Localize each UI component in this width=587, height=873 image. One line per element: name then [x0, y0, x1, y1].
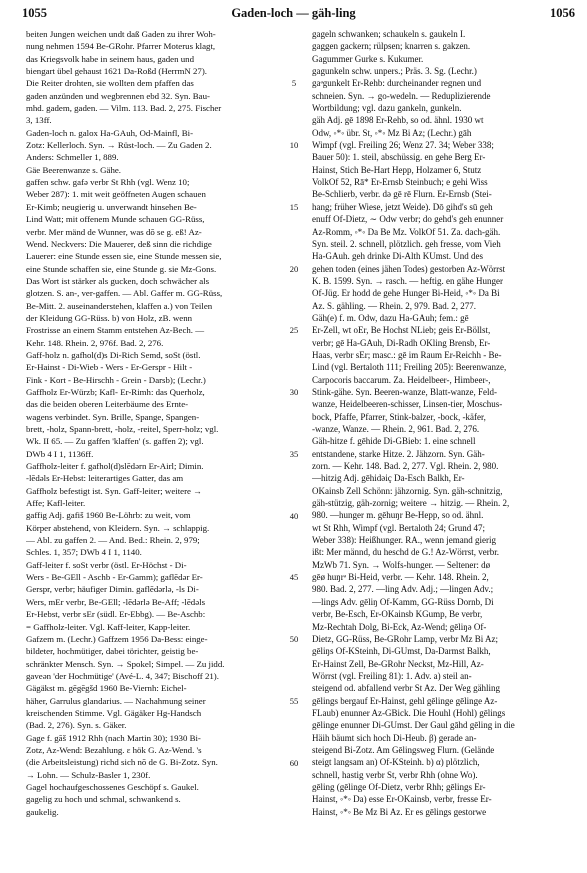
left-column-line: Gage f. gāš 1912 Rhh (nach Martin 30); 1930 Bi-: [26, 732, 201, 743]
line-marker: 35: [289, 448, 299, 459]
left-column-line: eine Stunde schaffen sie, eine Stunde g. sie Mz-Gons.: [26, 263, 217, 274]
right-column-line: wanze, Heidelbeeren-schisser, Linsen-tier, Moschus-: [312, 399, 503, 410]
left-column-line: gaukelig.: [26, 806, 59, 817]
left-column-line: gaveən 'der Hochmütige' (Avé-L. 4, 347; Bischoff 21).: [26, 670, 219, 681]
left-column-line: Frostrisse an einem Stamm entstehen Az-Bech. —: [26, 325, 205, 336]
right-column-line: Hainst, Stich Be-Hart Hepp, Holzamer 6, Stutz: [312, 164, 482, 175]
left-column-line: Wk. II 65. — Zu gaffen 'klaffen' (s. gaffen 2); vgl.: [26, 436, 204, 447]
right-column-line: Az. S. gähling. — Rhein. 2, 979. Bad. 2, 277.: [312, 300, 476, 311]
left-column-line: wagens verbindet. Syn. Brille, Spange, Spangen-: [26, 411, 200, 422]
left-column-line: beiten Jungen weichen undt daß Gaden zu ihrer Woh-: [26, 29, 216, 39]
right-column-line: steigend Bi-Zotz. Am Gēlingsweg Flurn. (Gelände: [312, 744, 495, 755]
left-column-line: kreischenden Stimme. Vgl. Gägäker Hg-Handsch: [26, 707, 202, 718]
right-column-line: wt St Rhh, Wimpf (vgl. Bertaloth 24; Grund 47;: [312, 522, 485, 533]
right-column-line: Hainst, ◦*◦ Be Mz Bi Az. Er es gēlings gestorwe: [312, 806, 487, 817]
line-marker: 25: [289, 325, 299, 336]
left-column-line: Körper abstehend, von Kleidern. Syn. → schlappig.: [26, 522, 210, 533]
left-column-line: Schles. 1, 357; DWb 4 I 1, 1140.: [26, 547, 142, 558]
left-column-line: Weber 287): 1. mit weit geöffneten Augen schauen: [26, 189, 206, 200]
right-column-line: Gäh-hitze f. gēhide Di-GBieb: 1. eine schnell: [312, 436, 476, 447]
left-column-line: Er-Hebst, verbr sEr (südl. Er-Ebbg). — Be-Aschb:: [26, 609, 206, 620]
left-column-line: Gaffholz befestigt ist. Syn. Gaff-leiter; weitere →: [26, 485, 203, 496]
right-column-line: Syn. steil. 2. schnell, plötzlich. geh fresse, vom Vieh: [312, 238, 501, 249]
page-number-left: 1055: [22, 6, 47, 20]
right-column-line: gaggen gackern; rülpsen; knarren s. gakzen.: [312, 41, 471, 52]
right-column-line: gehen toden (eines jähen Todes) gestorben Az-Wörrst: [312, 263, 506, 274]
right-column-line: Gagummer Gurke s. Kukumer.: [312, 53, 424, 64]
right-column-line: Wimpf (vgl. Freiling 26; Wenz 27. 34; Weber 338;: [312, 140, 494, 151]
right-column-line: Of-Jüg. Er hodd de gehe Hunger Bi-Heid, ◦*◦ Da Bi: [312, 288, 500, 299]
right-column-line: Er-Zell, wt oEr, Be Hochst NLieb; geis Er-Böllst,: [312, 325, 491, 336]
running-head-title: Gaden-loch — gäh-ling: [231, 6, 356, 20]
page-number-right: 1056: [550, 6, 575, 20]
left-column-line: Gagel hochaufgeschossenes Geschöpf s. Gaukel.: [26, 781, 199, 792]
right-column-line: Gäh(e) f. m. Odw, dazu Ha-GAuh; fem.: gē: [312, 312, 469, 323]
right-column-line: Stink-gähe. Syn. Beeren-wanze, Blatt-wanze, Feld-: [312, 386, 497, 397]
left-column-line: Zotz: Kellerloch. Syn. → Rüst-loch. — Zu Gaden 2.: [26, 140, 212, 151]
left-column-line: das Kriegsvolk habe in seinem haus, gaden und: [26, 53, 194, 64]
right-column-line: Carpocoris baccarum. Za. Heidelbeer-, Himbeer-,: [312, 374, 491, 385]
right-column-line: gēliŋs Of-KSteinh, Di-GUmst, Da-Darmst Balkh,: [312, 646, 491, 657]
left-column-line: Er-Hainst - Di-Wieb - Wers - Er-Gerspr - Hilt -: [26, 362, 193, 373]
right-column-line: gagunkeln schw. unpers.; Präs. 3. Sg. (Lechr.): [312, 66, 477, 77]
right-column-line: schneien. Syn. → go-wedeln. — Reduplizierende: [312, 90, 491, 101]
left-column-line: Das Wort ist stärker als gucken, doch schwächer als: [26, 275, 210, 286]
left-column-line: Wend. Neckvers: Die Mauerer, deß sinn die richdige: [26, 238, 212, 249]
right-column-line: steigt langsam an) Of-KSteinh. b) α) plötzlich,: [312, 757, 480, 768]
right-column-line: Häih bäumt sich hoch Di-Heub. β) gerade an-: [312, 732, 477, 743]
right-column-line: Wortbildung; vgl. dazu gankeln, gunkeln.: [312, 103, 462, 114]
right-column-line: 980. —hunger m. gēhuŋr Be-Hepp, so od. ähnl.: [312, 510, 484, 521]
right-column-line: Be-Schlierb, verbr. də gē rē Flurn. Er-Ernsb (Stei-: [312, 189, 492, 200]
left-column-line: -lēdəls Er-Hebst: leiterartiges Gatter, das am: [26, 473, 184, 484]
left-column-line: Gaffholz-leiter f. gafhol(d)slēdərn Er-Airl; Dimin.: [26, 461, 204, 472]
right-column-line: verbr; gē Ha-GAuh, Di-Radh OKling Brensb, Er-: [312, 337, 491, 348]
left-column-line: Er-Kimb; neugierig u. unverwandt hinsehen Be-: [26, 201, 197, 212]
right-column-line: gageln schwanken; schaukeln s. gaukeln I.: [312, 29, 466, 39]
right-column-line: K. B. 1599. Syn. → rasch. — heftig. en gähe Hunger: [312, 275, 503, 286]
left-column-line: (die Arbeitsleistung) richd sich nō de G. Bi-Zotz. Syn.: [26, 757, 218, 768]
line-marker: 5: [291, 78, 297, 89]
left-column-line: gagelig zu hoch und schmal, schwankend s.: [26, 794, 181, 805]
right-column-line: Bauer 50): 1. steil, abschüssig. en gehe Berg Er-: [312, 152, 486, 163]
left-column-line: bildeter, hochmütiger, dabei törichter, geistig be-: [26, 646, 199, 657]
left-column-line: (Bad. 2, 276). Syn. s. Gäker.: [26, 720, 127, 731]
left-column-line: Wers - Be-GEll - Aschb - Er-Gamm); gaflēdər Er-: [26, 572, 203, 583]
right-column-line: hang; früher Wiese, jetzt Weide). Dō gihd's sū geh: [312, 201, 493, 212]
right-column-line: 980. Bad. 2, 277. —ling Adv. Adj.; —lingen Adv.;: [312, 584, 494, 595]
line-marker: 10: [289, 140, 299, 151]
left-column-line: 3, 13ff.: [26, 115, 52, 126]
left-column-line: gaffig Adj. gafiš 1960 Be-Löhrb: zu weit, vom: [26, 510, 191, 521]
right-column-line: Lind (vgl. Bertaloth 111; Freiling 205): Beerenwanze,: [312, 362, 507, 373]
line-marker: 30: [289, 387, 299, 398]
left-column-line: Gägäkst m. gēgēgšd 1960 Be-Viernh: Eichel-: [26, 683, 187, 694]
right-column-line: gäh-stützig, gäh-zornig; weitere → hitzig. — Rhein. 2,: [312, 498, 510, 509]
right-column-line: bock, Pfaffe, Pfarrer, Stink-balzer, -bock, -käfer,: [312, 411, 486, 422]
left-column-line: Lind Watt; mit offenem Munde schauen GG-Rüss,: [26, 214, 205, 225]
right-column-line: enuff Of-Dietz, ∼ Odw verbr; do gehd's geh enunner: [312, 214, 504, 225]
right-column-line: gēø huŋrᵊ Bi-Heid, verbr. — Kehr. 148. Rhein. 2,: [312, 572, 489, 583]
right-column-line: Wörrst (vgl. Freiling 81): 1. Adv. a) steil an-: [312, 670, 472, 681]
line-marker: 50: [289, 634, 299, 645]
left-column-line: der Kleidung GG-Rüss. b) von Holz, zB. wenn: [26, 312, 193, 323]
right-column-line: entstandene, starke Hitze. 2. Jähzorn. Syn. Gäh-: [312, 448, 485, 459]
right-column-line: Haas, verbr sEr; masc.: gē im Raum Er-Reichh - Be-: [312, 349, 502, 360]
left-column-line: Anders: Schmeller 1, 889.: [26, 152, 119, 163]
left-column-line: Lauerer: eine Stunde essen sie, eine Stunde messen sie,: [26, 251, 222, 262]
line-marker: 45: [289, 572, 299, 583]
left-column-line: DWb 4 I 1, 1136ff.: [26, 448, 94, 459]
left-column-line: gaffen schw. gafə verbr St Rhh (vgl. Wenz 10;: [26, 177, 190, 188]
left-column-line: Fink - Kort - Be-Hirschh - Grein - Darsb); (Lechr.): [26, 374, 206, 385]
right-column-line: Dietz, GG-Rüss, Be-GRohr Lamp, verbr Mz Bi Az;: [312, 633, 498, 644]
right-column: [312, 28, 577, 818]
left-column-line: — Abl. zu gaffen 2. — And. Bed.: Rhein. 2, 979;: [26, 535, 200, 546]
right-column-line: OKainsb Zell Schönn: jähzornig. Syn. gäh-schnitzig,: [312, 485, 503, 496]
left-column-line: Wers, mEr verbr, Be-GEll; -lēdərlə Be-Aff; -lēdəls: [26, 596, 206, 607]
left-column-line: mhd. gadem, gaden. — Vilm. 113. Bad. 2, 275. Fischer: [26, 103, 222, 114]
left-column-line: Die Reiter drohten, sie wollten dem pfaffen das: [26, 78, 194, 89]
left-column-line: Gaff-holz n. gafhol(d)s Di-Rich Semd, soSt (östl.: [26, 349, 201, 360]
right-column-line: gēlings bergauf Er-Hainst, gehl gēlinge gēlinge Az-: [312, 695, 498, 706]
right-column-line: —hitzig Adj. gēhidəiç Da-Esch Balkh, Er-: [312, 473, 465, 484]
right-column-line: —lings Adv. gēliŋ Of-Kamm, GG-Rüss Dornb, Di: [312, 596, 494, 607]
left-column-line: Gerspr, verbr; häufiger Dimin. gaflēdərlə, -ls Di-: [26, 584, 199, 595]
right-column-line: Hainst, ◦*◦ Da) esse Er-OKainsb, verbr, fresse Er-: [312, 794, 492, 805]
right-column-line: Ha-GAuh. geh drinke Di-Alth KUmst. Und des: [312, 251, 483, 262]
right-column-line: Mz-Rechtah Dolg, Bi-Eck, Az-Wend; gēliŋə Of-: [312, 621, 487, 632]
line-marker: 55: [289, 695, 299, 706]
right-column-line: ißt: Mer männd, du heschd de G.! Az-Wörrst, verbr.: [312, 547, 499, 558]
left-column-line: Be-Mitt. 2. auseinanderstehen, klaffen a.) von Teilen: [26, 300, 213, 311]
left-column: [26, 28, 276, 818]
left-column-line: schränkter Mensch. Syn. → Spokel; Simpel. — Zu jidd.: [26, 658, 225, 669]
left-column-line: = Gaffholz-leiter. Vgl. Kaff-leiter, Kapp-leiter.: [26, 621, 191, 632]
line-marker: 20: [289, 263, 299, 274]
right-column-line: FLaub) enunner Az-GBick. Die Houhl (Hohl) gēlings: [312, 707, 506, 718]
right-column-line: gēling (gēlinge Of-Dietz, verbr Rhh; gēlings Er-: [312, 781, 486, 792]
right-column-line: schnell, hastig verbr St, verbr Rhh (ohne Wo).: [312, 769, 478, 780]
left-column-line: Zotz, Az-Wend: Bezahlung. ε hök G. Az-Wend. 's: [26, 744, 202, 755]
left-column-line: häher, Garrulus glandarius. — Nachahmung seiner: [26, 695, 206, 706]
right-column-line: gäh Adj. gē 1898 Er-Rehb, so od. ähnl. 1930 wt: [312, 115, 484, 126]
left-column-line: gaden anzünden und wegbrennen ebd 32. Syn. Bau-: [26, 90, 210, 101]
line-marker: 15: [289, 201, 299, 212]
left-column-line: verbr. Mer mänd de Wunner, was dō se g. eß! Az-: [26, 226, 202, 237]
left-column-line: nung nehmen 1594 Be-GRohr. Pfarrer Moterus klagt,: [26, 41, 216, 52]
left-column-line: Gaff-leiter f. soSt verbr (östl. Er-Höchst - Di-: [26, 559, 187, 570]
right-column-line: Er-Hainst Zell, Be-GRohr Neckst, Mz-Hill, Az-: [312, 658, 484, 669]
right-column-line: -wanze, Wanze. — Rhein. 2, 961. Bad. 2, 276.: [312, 424, 480, 434]
right-column-line: zorn. — Kehr. 148. Bad. 2, 277. Vgl. Rhein. 2, 980.: [312, 461, 499, 472]
left-column-line: Gäe Beerenwanze s. Gähe.: [26, 164, 122, 175]
left-column-line: Gafzem m. (Lechr.) Gaffzem 1956 Da-Bess: einge-: [26, 633, 208, 644]
left-column-line: Affe; Kafl-leiter.: [26, 498, 86, 509]
left-column-line: Gaffholz Er-Würzb; Kafl- Er-Rimh: das Querholz,: [26, 386, 205, 397]
right-column-line: verbr, Be-Esch, Er-OKainsb KGump, Be verbr,: [312, 609, 483, 620]
right-column-line: MzWb 71. Syn. → Wolfs-hunger. — Seltener: dø: [312, 559, 491, 570]
right-column-line: Odw, ◦*◦ übr. St, ◦*◦ Mz Bi Az; (Lechr.) gāh: [312, 127, 472, 138]
right-column-line: steigend od. abfallend verbr St Az. Der Weg gähling: [312, 683, 501, 694]
right-column-line: gaᵊgunkelt Er-Rehb: durcheinander regnen und: [312, 78, 482, 89]
left-column-line: Kehr. 148. Rhein. 2, 976f. Bad. 2, 276.: [26, 337, 164, 348]
right-column-line: Weber 338): Heißhunger. RA., wenn jemand gierig: [312, 535, 496, 546]
left-column-line: → Lohn. — Schulz-Basler 1, 230f.: [26, 769, 151, 780]
line-marker: 40: [289, 510, 299, 521]
line-marker: 60: [289, 757, 299, 768]
right-column-line: gēlinge enunner Di-GUmst. Der Gaul gāhd gēling in die: [312, 720, 515, 731]
left-column-line: Gaden-loch n. galox Ha-GAuh, Od-Mainfl, Bi-: [26, 127, 194, 138]
left-column-line: biengart übel gehaust 1621 Da-Roßd (HerrmN 27).: [26, 66, 208, 77]
right-column-line: VolkOf 52, Rā* Er-Ernsb Steinbuch; e gehi Wiss: [312, 177, 488, 188]
left-column-line: glotzen. S. an-, ver-gaffen. — Abl. Gaffer m. GG-Rüss,: [26, 288, 223, 299]
left-column-line: brett, -holz, Spann-brett, -holz, -reitel, Sperr-holz; vgl.: [26, 424, 219, 434]
left-column-line: das die beiden oberen Leiterbäume des Ernte-: [26, 399, 189, 410]
running-header: [0, 0, 587, 24]
right-column-line: Az-Romm, ◦*◦ Da Be Mz. VolkOf 51. Za. dach-gäh.: [312, 226, 501, 237]
